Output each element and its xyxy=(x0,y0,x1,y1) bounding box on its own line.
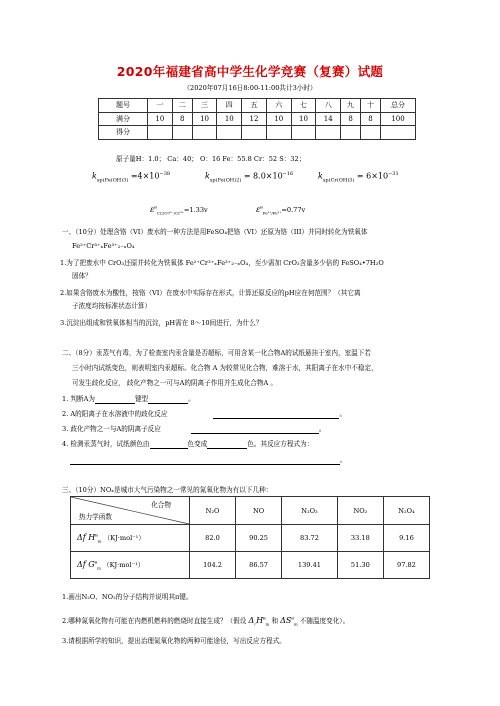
score-cell[interactable] xyxy=(361,126,381,140)
q1-formula: Fe²⁺Cr³⁺ₓFe³⁺₂₋ₓO₄ xyxy=(72,242,135,250)
score-col: 一 xyxy=(148,99,173,113)
score-col: 六 xyxy=(266,99,291,113)
answer-blank[interactable] xyxy=(191,425,319,434)
potential-cr: $\varepsilon^\theta_{Cr2O7^{2-}/Cr^{3+}}=1.33v$ xyxy=(150,205,208,216)
q2-item1: 1. 判断A为 键型 。 xyxy=(62,395,195,403)
thermo-header-row xyxy=(71,497,430,525)
score-header-row xyxy=(99,99,416,113)
score-cell[interactable] xyxy=(217,126,242,140)
table-cell: 90.25 xyxy=(236,525,282,552)
compound-header: N₂O xyxy=(190,497,236,525)
diagonal-header: 化合物 热力学函数 xyxy=(71,497,190,525)
full-mark: 100 xyxy=(381,112,416,126)
full-mark: 10 xyxy=(192,112,217,126)
ksp-fe-oh2: $k_{sp(Fe(OH)2)} = 8.0\times 10^{-16}$ xyxy=(205,171,294,184)
score-table xyxy=(98,98,416,140)
score-cell[interactable] xyxy=(316,126,341,140)
answer-blank[interactable] xyxy=(148,395,188,404)
q2-item4: 4. 检测汞蒸气时，试纸颜色由 色变成 色。其反应方程式为： xyxy=(62,440,314,448)
table-cell: 83.72 xyxy=(282,525,338,552)
exam-subtitle: （2020年07月16日8:00-11:00共计3小时） xyxy=(183,84,317,92)
score-cell[interactable] xyxy=(172,126,192,140)
score-col: 九 xyxy=(341,99,361,113)
q2-line3: 可发生歧化反应， 歧化产物之一可与A的阴离子作用并生成化合物A 。 xyxy=(72,379,277,387)
full-mark: 10 xyxy=(148,112,173,126)
score-col: 七 xyxy=(291,99,316,113)
compound-header: NO₂ xyxy=(337,497,383,525)
score-row-label: 得分 xyxy=(99,126,148,140)
full-mark: 12 xyxy=(242,112,267,126)
q1-item1b: 固体？ xyxy=(72,272,92,280)
q1-item2b: 子浓度均按标准状态计算） xyxy=(72,302,152,310)
table-cell: 104.2 xyxy=(190,552,236,579)
q3-item1: 1.画出N₂O、NO₂的分子结构并说明其π键。 xyxy=(62,593,193,601)
score-cell[interactable] xyxy=(192,126,217,140)
q2-item3: 3. 歧化产物之一与A的阴离子反应 。 xyxy=(62,425,326,433)
full-mark: 14 xyxy=(316,112,341,126)
q1-item3: 3.沉淀出组成和铁氧体相当的沉淀，pH需在 8～10间进行，为什么？ xyxy=(60,319,263,327)
q1-item1: 1.为了把废水中 CrO₃还原并转化为铁氧体 Fe²⁺Cr³⁺ₓFe³⁺₂₋ₓO₄，至少需加 CrO₃含量多少倍的 FeSO₄•7H₂O xyxy=(60,259,384,267)
thermo-table xyxy=(70,496,430,579)
score-col: 四 xyxy=(217,99,242,113)
score-cell[interactable] xyxy=(266,126,291,140)
score-cell[interactable] xyxy=(291,126,316,140)
q1-intro: 一、（10分）处理含铬（VI）废水的一种方法是用FeSO₄把铬（VI）还原为铬（III）并同时转化为铁氧体 xyxy=(62,228,368,236)
table-cell: 97.82 xyxy=(383,552,429,579)
score-cell[interactable] xyxy=(341,126,361,140)
enthalpy-label: Δf $H^\theta_m$ （KJ·mol⁻¹） xyxy=(71,525,190,552)
score-col: 三 xyxy=(192,99,217,113)
compound-header: NO xyxy=(236,497,282,525)
full-mark: 8 xyxy=(172,112,192,126)
enthalpy-row xyxy=(71,525,430,552)
atomic-masses: 原子量H：1.0； Ca：40； O：16 Fe：55.8 Cr：52 S：32； xyxy=(116,155,306,163)
full-mark: 10 xyxy=(266,112,291,126)
q2-item2: 2. A的阳离子在水溶液中的歧化反应 。 xyxy=(62,410,347,418)
table-cell: 51.30 xyxy=(337,552,383,579)
score-row xyxy=(99,126,416,140)
q3-intro: 三、（10分）NOₓ是城市大气污染物之一常见的氮氧化物为有以下几种： xyxy=(62,486,273,494)
exam-title: 2020年福建省高中学生化学竞赛（复赛）试题 xyxy=(116,64,384,79)
score-col: 五 xyxy=(242,99,267,113)
q2-intro: 二、（8分）汞蒸气有毒，为了检查室内汞含量是否超标，可用含某一化合物A的试纸悬挂于室内，室温下若 xyxy=(62,349,371,357)
score-cell[interactable] xyxy=(242,126,267,140)
answer-blank[interactable] xyxy=(213,410,339,419)
table-cell: 86.57 xyxy=(236,552,282,579)
score-cell[interactable] xyxy=(381,126,416,140)
score-row-label: 题号 xyxy=(99,99,148,113)
q1-item2: 2.如果含铬废水为酸性，按铬（VI）在废水中实际存在形式，计算还原反应的pH应在何范围？（其它离 xyxy=(60,289,361,297)
answer-blank[interactable] xyxy=(207,440,247,449)
full-mark: 10 xyxy=(217,112,242,126)
table-cell: 9.16 xyxy=(383,525,429,552)
full-mark: 10 xyxy=(291,112,316,126)
q3-item2: 2.哪种氮氧化物有可能在内燃机燃料的燃烧时直接生成？（假设 $\Delta_rH^\theta_m$ 和 $\Delta S^\theta_m$ 不随温度变化）。 xyxy=(62,616,350,627)
q2-equation-line: 。 xyxy=(70,456,347,465)
potential-fe: $\varepsilon^\theta_{Fe^{3+}/Fe^{2+}}=0.77v$ xyxy=(256,205,306,216)
full-mark: 8 xyxy=(361,112,381,126)
score-row-label: 满分 xyxy=(99,112,148,126)
q3-item3: 3.请根据所学的知识，提出治理氮氧化物的两种可能途径，写出反应方程式。 xyxy=(62,637,286,645)
score-cell[interactable] xyxy=(148,126,173,140)
answer-blank[interactable] xyxy=(70,456,340,465)
ksp-fe-oh3: $k_{sp(Fe(OH)3)} =4\times 10^{-38}$ xyxy=(92,171,171,184)
score-col: 八 xyxy=(316,99,341,113)
full-marks-row xyxy=(99,112,416,126)
answer-blank[interactable] xyxy=(150,440,188,449)
q2-line2: 三小时内试纸变色，则表明室内汞超标。化合物 A 为较常见化合物，难溶于水，其阳离子在水中不稳定， xyxy=(72,364,378,372)
table-cell: 33.18 xyxy=(337,525,383,552)
score-col: 总分 xyxy=(381,99,416,113)
answer-blank[interactable] xyxy=(95,395,135,404)
score-col: 十 xyxy=(361,99,381,113)
compound-header: N₂O₃ xyxy=(282,497,338,525)
ksp-cr-oh3: $k_{sp(Cr(OH)3)} = 6\times 10^{-31}$ xyxy=(318,171,399,184)
full-mark: 8 xyxy=(341,112,361,126)
compound-header: N₂O₄ xyxy=(383,497,429,525)
gibbs-row xyxy=(71,552,430,579)
gibbs-label: Δf $G^\theta_m$ （KJ·mol⁻¹） xyxy=(71,552,190,579)
score-col: 二 xyxy=(172,99,192,113)
table-cell: 139.41 xyxy=(282,552,338,579)
table-cell: 82.0 xyxy=(190,525,236,552)
